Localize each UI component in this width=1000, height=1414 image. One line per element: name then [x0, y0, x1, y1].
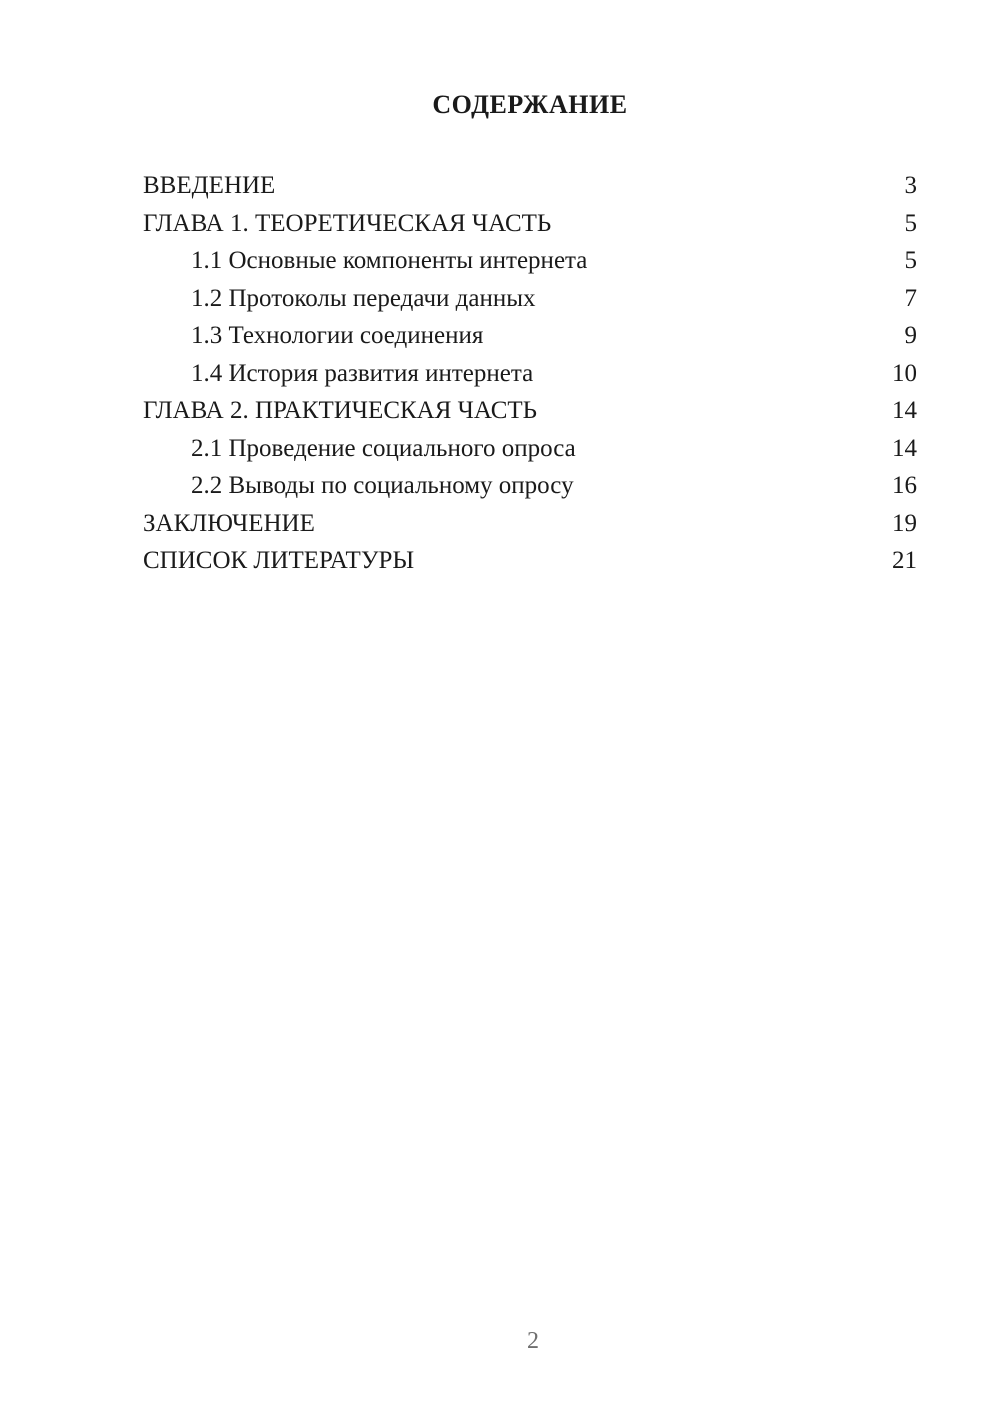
toc-entry-label: ВВЕДЕНИЕ	[143, 172, 276, 199]
toc-entry-label: ГЛАВА 2. ПРАКТИЧЕСКАЯ ЧАСТЬ	[143, 397, 538, 424]
toc-list	[143, 167, 917, 580]
toc-entry-label: 1.3 Технологии соединения	[191, 322, 484, 349]
text-block	[143, 0, 917, 580]
page-title: СОДЕРЖАНИЕ	[432, 90, 628, 119]
toc-entry	[143, 205, 917, 243]
toc-entry	[143, 280, 917, 318]
toc-entry	[143, 167, 917, 205]
toc-entry-page: 3	[904, 172, 917, 199]
toc-entry-label: 2.2 Выводы по социальному опросу	[191, 472, 574, 499]
toc-entry-label: 2.1 Проведение социального опроса	[191, 434, 576, 462]
toc-entry-label: 1.1 Основные компоненты интернета	[191, 247, 588, 274]
toc-entry	[143, 542, 917, 580]
toc-entry	[143, 392, 917, 430]
toc-entry-page: 7	[904, 284, 917, 312]
toc-entry-label: СПИСОК ЛИТЕРАТУРЫ	[143, 547, 415, 574]
toc-entry-page: 14	[892, 434, 917, 462]
toc-entry-label: 1.4 История развития интернета	[191, 359, 534, 387]
toc-entry	[143, 467, 917, 505]
toc-entry	[143, 430, 917, 468]
toc-entry-page: 10	[892, 359, 917, 387]
toc-entry-page: 19	[892, 509, 917, 537]
toc-entry-page: 14	[892, 397, 917, 424]
toc-entry-page: 5	[904, 247, 917, 274]
toc-entry	[143, 355, 917, 393]
toc-entry-page: 21	[892, 547, 917, 574]
toc-entry-page: 9	[904, 322, 917, 349]
toc-entry	[143, 242, 917, 280]
footer-page-number: 2	[527, 1328, 539, 1354]
toc-entry-label: ГЛАВА 1. ТЕОРЕТИЧЕСКАЯ ЧАСТЬ	[143, 209, 552, 237]
toc-entry-label: 1.2 Протоколы передачи данных	[191, 284, 536, 312]
toc-entry-page: 16	[892, 472, 917, 499]
toc-entry-label: ЗАКЛЮЧЕНИЕ	[143, 509, 315, 537]
toc-entry	[143, 505, 917, 543]
toc-entry-page: 5	[904, 209, 917, 237]
toc-entry	[143, 317, 917, 355]
